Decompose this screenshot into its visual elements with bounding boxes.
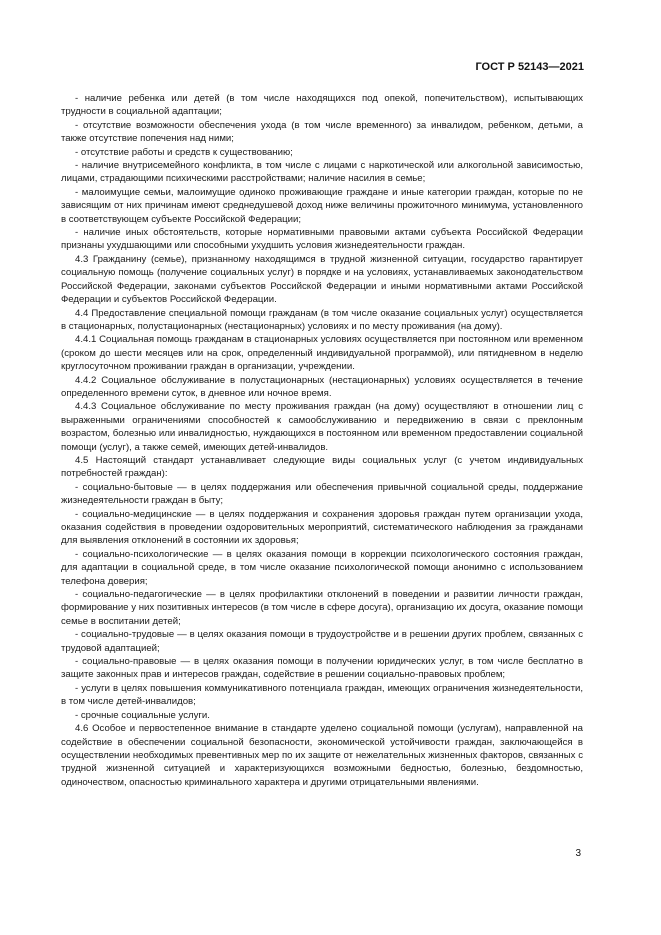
clause-4-3: 4.3 Гражданину (семье), признанному находящимся в трудной жизненной ситуации, государство гарантирует социальную помощь (получение социальных услуг) в порядке и на условиях, устанавливаемых законодательством Российской Федерации, законами субъектов Российской Федерации и иными нормативными актами Российской Федерации и субъектов Российской Федерации. [61, 253, 583, 306]
list-item: - социально-медицинские — в целях поддержания и сохранения здоровья граждан путем организации ухода, оказания содействия в проведении оздоровительных мероприятий, систематического наблюдения за гражданами для выявления отклонений в состоянии их здоровья; [61, 508, 583, 547]
list-item: - услуги в целях повышения коммуникативного потенциала граждан, имеющих ограничения жизнедеятельности, в том числе детей-инвалидов; [61, 682, 583, 708]
paragraph: - отсутствие возможности обеспечения ухода (в том числе временного) за инвалидом, ребенком, детьми, а также отсутствие попечения над ними; [61, 119, 583, 145]
list-item: - срочные социальные услуги. [75, 709, 210, 721]
document-body [61, 92, 583, 789]
paragraph: - наличие иных обстоятельств, которые нормативными правовыми актами субъекта Российской Федерации признаны ухудшающими или способными ухудшить условия жизнедеятельности граждан. [61, 227, 583, 252]
paragraph: - наличие ребенка или детей (в том числе находящихся под опекой, попечительством), испытывающих трудности в социальной адаптации; [61, 93, 583, 118]
list-item: - социально-правовые — в целях оказания помощи в получении юридических услуг, в том числе бесплатно в защите законных прав и интересов граждан, содействие в решении социально-правовых проблем; [61, 656, 583, 681]
list-item: - социально-бытовые — в целях поддержания или обеспечения привычной социальной среды, поддержание жизнедеятельности граждан в быту; [61, 481, 583, 507]
clause-4-5: 4.5 Настоящий стандарт устанавливает следующие виды социальных услуг (с учетом индивидуальных потребностей граждан): [61, 454, 583, 480]
clause-4-4-1: 4.4.1 Социальная помощь гражданам в стационарных условиях осуществляется при постоянном или временном (сроком до шести месяцев или на срок, определенный индивидуальной программой), или пятидневном в неделю круглосуточном проживании граждан в организации, учреждении. [61, 334, 583, 373]
list-item: - социально-педагогические — в целях профилактики отклонений в поведении и развитии личности граждан, формирование у них позитивных интересов (в том числе в сфере досуга), организацию их досуга, оказание помощи семье в воспитании детей; [61, 589, 583, 627]
clause-4-6: 4.6 Особое и первостепенное внимание в стандарте уделено социальной помощи (услугам), направленной на содействие в обеспечении социальной безопасности, экономической устойчивости граждан, заключающейся в осуществлении необходимых превентивных мер по их защите от нежелательных жизненных факторов, связанных с трудной жизненной ситуацией и характеризующихся возможными бедностью, болезнью, бездомностью, одиночеством, опасностью криминального характера и другими отрицательными явлениями. [61, 723, 583, 788]
list-item: - социально-психологические — в целях оказания помощи в коррекции психологического состояния граждан, для адаптации в социальной среде, в том числе оказание психологической помощи анонимно с использованием телефона доверия; [61, 548, 583, 587]
page-number: 3 [575, 848, 581, 859]
clause-4-4-2: 4.4.2 Социальное обслуживание в полустационарных (нестационарных) условиях осуществляется в течение определенного времени суток, в дневное или ночное время. [61, 374, 583, 399]
document-code-header: ГОСТ Р 52143—2021 [475, 61, 584, 73]
clause-4-4-3: 4.4.3 Социальное обслуживание по месту проживания граждан (на дому) осуществляют в отношении лиц с выраженными ограничениями способностей к самообслуживанию и передвижению в связи с преклонным возрастом, болезнью или инвалидностью, нуждающихся в постоянном или временном предоставлении социальной помощи (услуг), а также семей, имеющих детей-инвалидов. [61, 401, 583, 453]
paragraph: - наличие внутрисемейного конфликта, в том числе с лицами с наркотической или алкогольной зависимостью, лицами, страдающими психическими расстройствами; наличие насилия в семье; [61, 160, 583, 185]
paragraph: - малоимущие семьи, малоимущие одиноко проживающие граждане и иные категории граждан, которые по не зависящим от них причинам имеют среднедушевой доход ниже величины прожиточного минимума, установленного в соответствующем субъекте Российской Федерации; [61, 186, 583, 225]
paragraph: - отсутствие работы и средств к существованию; [75, 146, 293, 158]
list-item: - социально-трудовые — в целях оказания помощи в трудоустройстве и в решении других проблем, связанных с трудовой адаптацией; [61, 629, 583, 654]
clause-4-4: 4.4 Предоставление специальной помощи гражданам (в том числе оказание социальных услуг) осуществляется в стационарных, полустационарных (нестационарных) условиях и по месту проживания (на дому). [61, 307, 583, 332]
